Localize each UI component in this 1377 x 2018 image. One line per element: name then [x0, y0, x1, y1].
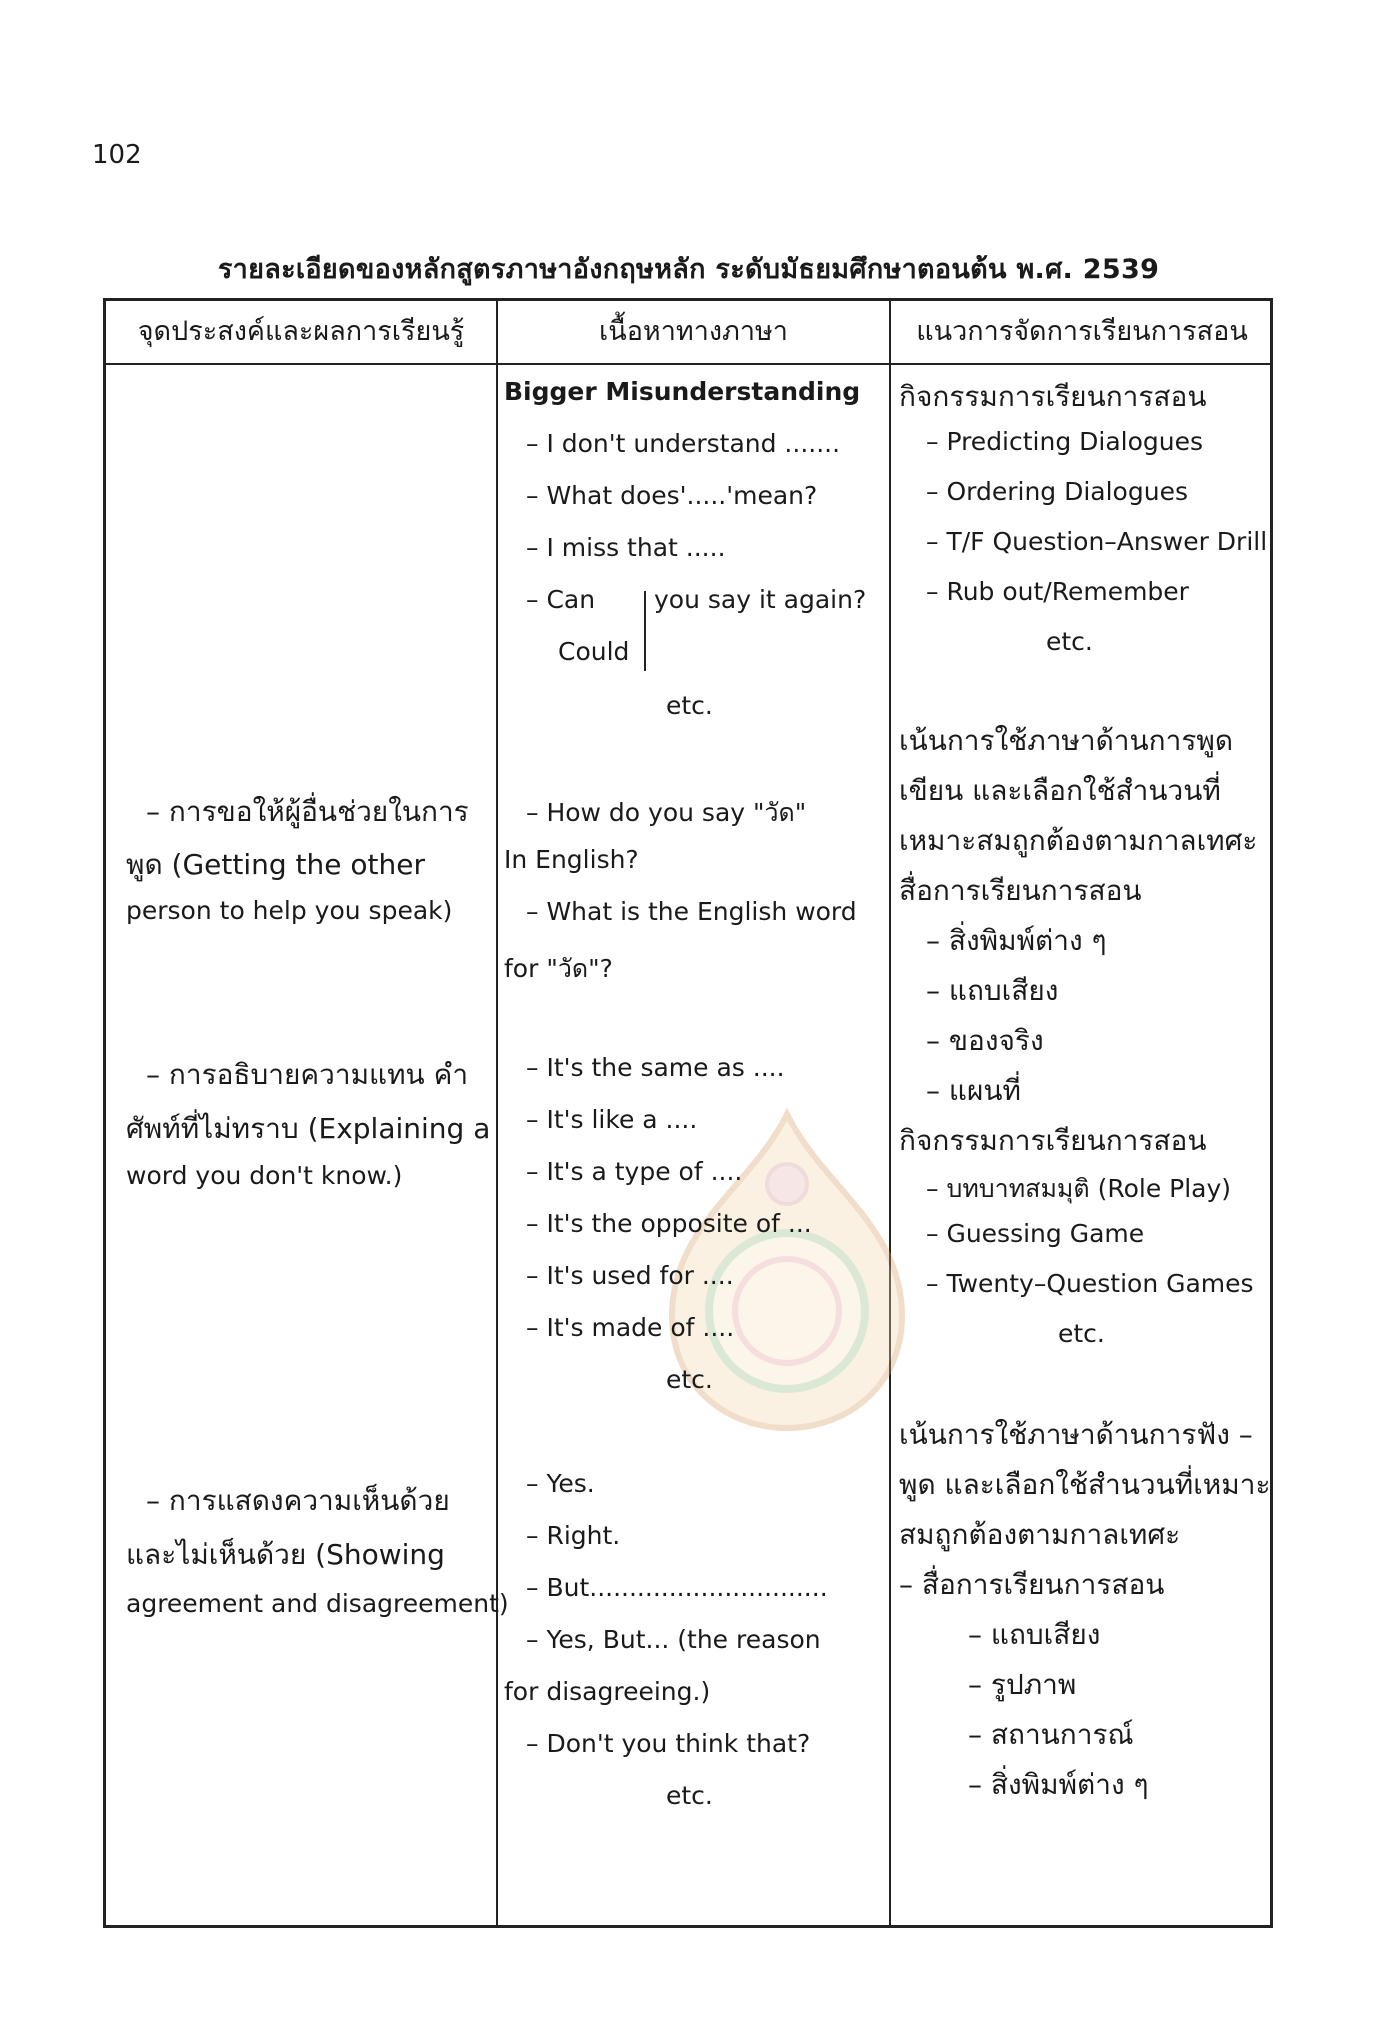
content-line: for disagreeing.): [504, 1677, 711, 1706]
content-line: In English?: [504, 845, 639, 874]
bracket-line: [644, 591, 646, 671]
curriculum-table: [103, 298, 1273, 1928]
approach-line: กิจกรรมการเรียนการสอน: [899, 1124, 1207, 1157]
approach-line: – Twenty–Question Games: [926, 1269, 1254, 1298]
approach-line: – Guessing Game: [926, 1219, 1145, 1248]
approach-line: – T/F Question–Answer Drill: [926, 527, 1268, 556]
approach-line: เน้นการใช้ภาษาด้านการพูด: [899, 724, 1234, 757]
content-line: – What does'.....'mean?: [526, 481, 818, 510]
header-objectives: จุดประสงค์และผลการเรียนรู้: [137, 316, 465, 347]
page-number: 102: [92, 140, 142, 170]
content-line: – It's the same as ....: [526, 1053, 785, 1082]
content-line: – But..............................: [526, 1573, 828, 1602]
content-line: – Yes, But... (the reason: [526, 1625, 821, 1654]
content-line: – Don't you think that?: [526, 1729, 811, 1758]
content-line: you say it again?: [654, 585, 867, 614]
column-divider: [496, 301, 498, 1925]
approach-line: – สถานการณ์: [968, 1718, 1134, 1751]
approach-line: สื่อการเรียนการสอน: [899, 874, 1142, 907]
approach-line: – Ordering Dialogues: [926, 477, 1188, 506]
approach-line: etc.: [1046, 627, 1093, 656]
approach-line: – แผนที่: [926, 1074, 1021, 1107]
approach-line: – แถบเสียง: [926, 974, 1059, 1007]
content-line: – It's made of ....: [526, 1313, 735, 1342]
approach-line: – สื่อการเรียนการสอน: [899, 1568, 1165, 1601]
objective-text: – การขอให้ผู้อื่นช่วยในการ: [146, 795, 469, 828]
objective-text: ศัพท์ที่ไม่ทราบ (Explaining a: [126, 1112, 491, 1145]
objective-text: person to help you speak): [126, 896, 453, 925]
approach-line: – Predicting Dialogues: [926, 427, 1204, 456]
content-line: for "วัด"?: [504, 954, 613, 983]
objective-text: – การอธิบายความแทน คำ: [146, 1058, 469, 1091]
content-line: – It's used for ....: [526, 1261, 734, 1290]
objective-text: word you don't know.): [126, 1161, 403, 1190]
content-heading: Bigger Misunderstanding: [504, 377, 861, 406]
approach-line: เขียน และเลือกใช้สำนวนที่: [899, 774, 1221, 807]
approach-line: เน้นการใช้ภาษาด้านการฟัง –: [899, 1418, 1253, 1451]
approach-line: – บทบาทสมมุติ (Role Play): [926, 1174, 1232, 1203]
approach-line: – แถบเสียง: [968, 1618, 1101, 1651]
content-line: Could: [558, 637, 630, 666]
content-line: – It's the opposite of ...: [526, 1209, 812, 1238]
content-line: – How do you say "วัด": [526, 798, 807, 827]
content-line: etc.: [666, 1781, 713, 1810]
content-line: – I miss that .....: [526, 533, 726, 562]
approach-line: etc.: [1058, 1319, 1105, 1348]
content-line: – I don't understand .......: [526, 429, 841, 458]
approach-line: – รูปภาพ: [968, 1668, 1077, 1701]
approach-line: – สิ่งพิมพ์ต่าง ๆ: [968, 1768, 1149, 1801]
approach-line: – Rub out/Remember: [926, 577, 1189, 606]
approach-line: เหมาะสมถูกต้องตามกาลเทศะ: [899, 824, 1258, 857]
approach-line: – สิ่งพิมพ์ต่าง ๆ: [926, 924, 1107, 957]
content-line: – Right.: [526, 1521, 621, 1550]
content-line: – It's like a ....: [526, 1105, 698, 1134]
content-line: – It's a type of ....: [526, 1157, 743, 1186]
approach-line: – ของจริง: [926, 1024, 1044, 1057]
objective-text: agreement and disagreement): [126, 1589, 509, 1618]
approach-line: สมถูกต้องตามกาลเทศะ: [899, 1518, 1181, 1551]
header-divider: [106, 363, 1270, 365]
document-title: รายละเอียดของหลักสูตรภาษาอังกฤษหลัก ระดับมัธยมศึกษาตอนต้น พ.ศ. 2539: [217, 254, 1160, 285]
content-line: – What is the English word: [526, 897, 857, 926]
header-teaching-approach: แนวการจัดการเรียนการสอน: [916, 316, 1248, 347]
approach-line: พูด และเลือกใช้สำนวนที่เหมาะ: [899, 1468, 1271, 1501]
objective-text: และไม่เห็นด้วย (Showing: [126, 1538, 445, 1571]
content-line: etc.: [666, 691, 713, 720]
content-line: – Can: [526, 585, 596, 614]
approach-line: กิจกรรมการเรียนการสอน: [899, 380, 1207, 413]
objective-text-thai: พูด (Getting the other: [126, 848, 425, 881]
objective-text: [126, 843, 425, 887]
objective-text: – การแสดงความเห็นด้วย: [146, 1484, 450, 1517]
header-language-content: เนื้อหาทางภาษา: [599, 316, 788, 347]
content-line: – Yes.: [526, 1469, 595, 1498]
content-line: etc.: [666, 1365, 713, 1394]
